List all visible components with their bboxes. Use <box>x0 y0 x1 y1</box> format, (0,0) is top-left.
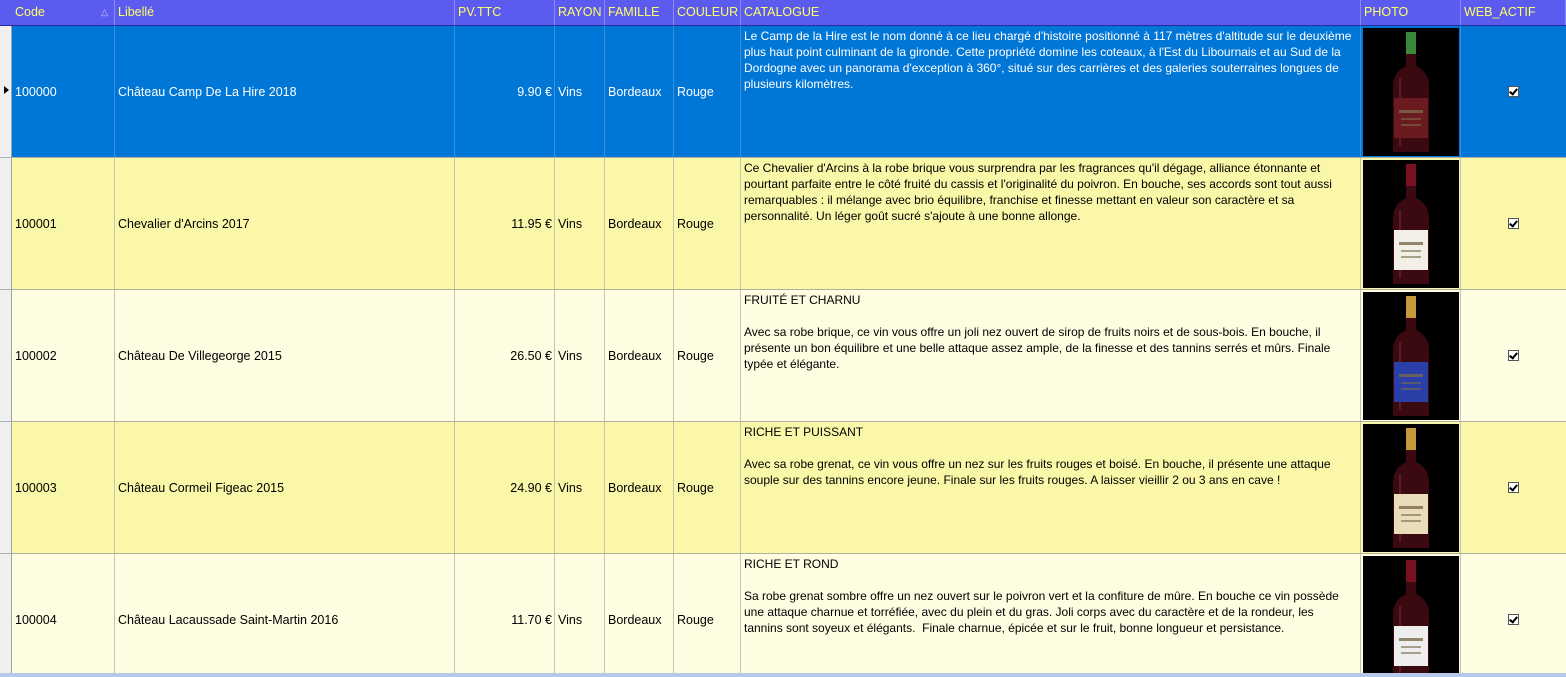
row-selector[interactable] <box>0 422 12 554</box>
cell-prix[interactable]: 26.50 € <box>455 290 555 421</box>
web-actif-checkbox[interactable] <box>1508 482 1519 493</box>
cell-photo[interactable] <box>1361 158 1461 289</box>
cell-rayon[interactable]: Vins <box>555 26 605 157</box>
table-row[interactable] <box>12 422 1566 554</box>
cell-photo[interactable] <box>1361 290 1461 421</box>
web-actif-checkbox[interactable] <box>1508 218 1519 229</box>
cell-catalogue[interactable]: Ce Chevalier d'Arcins à la robe brique vous surprendra par les fragrances qu'il dégage, alliance étonnante et pourtant parfaite entre le côté fruité du cassis et l'originalité du poivron. En bouche, ses accords sont tout aussi remarquables : il mélange avec brio équilibre, franchise et finesse mettant en valeur son caractère et sa personnalité. Un léger goût sucré s'ajoute à une bonne allonge. <box>741 158 1361 289</box>
cell-rayon[interactable]: Vins <box>555 554 605 677</box>
cell-catalogue[interactable]: FRUITÉ ET CHARNU Avec sa robe brique, ce vin vous offre un joli nez ouvert de sirop de fruits noirs et de sous-bois. En bouche, il présente un bon équilibre et une belle attaque assez ample, de la finesse et des tannins serrés et mûrs. Finale typée et élégante. <box>741 290 1361 421</box>
cell-libelle[interactable]: Château Lacaussade Saint-Martin 2016 <box>115 554 455 677</box>
cell-libelle[interactable]: Château Cormeil Figeac 2015 <box>115 422 455 553</box>
cell-catalogue[interactable]: RICHE ET ROND Sa robe grenat sombre offre un nez ouvert sur le poivron vert et la confiture de mûre. En bouche ce vin possède une attaque charnue et torréfiée, avec du plein et du gras. Joli corps avec du caractère et de la rondeur, les tannins sont soyeux et élégants. Finale charnue, épicée et sur le fruit, bonne longueur et persistance. <box>741 554 1361 677</box>
cell-catalogue[interactable]: Le Camp de la Hire est le nom donné à ce lieu chargé d'histoire positionné à 117 mètres d'altitude sur le deuxième plus haut point culminant de la gironde. Cette propriété domine les coteaux, à l'Est du Libournais et au Sud de la Dordogne avec un panorama d'exception à 360°, situé sur des carrières et des galeries souterraines longues de plusieurs kilomètres. <box>741 26 1361 157</box>
table-row[interactable] <box>12 290 1566 422</box>
column-header-famille-label: FAMILLE <box>608 5 660 19</box>
column-header-rayon-label: RAYON <box>558 5 602 19</box>
wine-bottle-icon <box>1363 160 1459 288</box>
sort-ascending-icon: △ <box>101 7 108 17</box>
column-header-prix[interactable] <box>455 0 555 25</box>
column-header-famille[interactable] <box>605 0 674 25</box>
column-header-couleur[interactable] <box>674 0 741 25</box>
cell-prix[interactable]: 9.90 € <box>455 26 555 157</box>
cell-web-actif[interactable] <box>1461 158 1566 289</box>
cell-rayon[interactable]: Vins <box>555 158 605 289</box>
column-header-catalogue-label: CATALOGUE <box>744 5 820 19</box>
current-row-indicator-icon <box>4 86 9 94</box>
cell-photo[interactable] <box>1361 422 1461 553</box>
cell-web-actif[interactable] <box>1461 554 1566 677</box>
column-header-code-label: Code <box>15 5 45 19</box>
row-selector[interactable] <box>0 158 12 290</box>
cell-couleur[interactable]: Rouge <box>674 290 741 421</box>
column-header-photo[interactable] <box>1361 0 1461 25</box>
cell-libelle[interactable]: Chevalier d'Arcins 2017 <box>115 158 455 289</box>
column-header-rayon[interactable] <box>555 0 605 25</box>
column-header-couleur-label: COULEUR <box>677 5 739 19</box>
cell-photo[interactable] <box>1361 26 1461 157</box>
cell-famille[interactable]: Bordeaux <box>605 158 674 289</box>
column-header-prix-label: PV.TTC <box>458 5 502 19</box>
cell-code[interactable]: 100001 <box>12 158 115 289</box>
row-selector[interactable] <box>0 290 12 422</box>
column-header-catalogue[interactable] <box>741 0 1361 25</box>
cell-prix[interactable]: 11.70 € <box>455 554 555 677</box>
wine-bottle-shape <box>1363 556 1459 677</box>
cell-libelle[interactable]: Château De Villegeorge 2015 <box>115 290 455 421</box>
column-header-libelle-label: Libellé <box>118 5 155 19</box>
web-actif-checkbox[interactable] <box>1508 614 1519 625</box>
web-actif-checkbox[interactable] <box>1508 86 1519 97</box>
cell-couleur[interactable]: Rouge <box>674 554 741 677</box>
wine-bottle-shape <box>1363 28 1459 156</box>
cell-catalogue[interactable]: RICHE ET PUISSANT Avec sa robe grenat, ce vin vous offre un nez sur les fruits rouges et boisé. En bouche, il présente une attaque souple sur des tannins encore jeune. Finale sur les fruits rouges. A laisser vieillir 2 ou 3 ans en cave ! <box>741 422 1361 553</box>
wine-bottle-icon <box>1363 556 1459 677</box>
cell-couleur[interactable]: Rouge <box>674 158 741 289</box>
column-header-libelle[interactable] <box>115 0 455 25</box>
row-selector[interactable] <box>0 26 12 158</box>
cell-code[interactable]: 100004 <box>12 554 115 677</box>
cell-libelle[interactable]: Château Camp De La Hire 2018 <box>115 26 455 157</box>
cell-famille[interactable]: Bordeaux <box>605 290 674 421</box>
wine-bottle-shape <box>1363 424 1459 552</box>
cell-famille[interactable]: Bordeaux <box>605 422 674 553</box>
horizontal-scrollbar[interactable] <box>0 673 1566 677</box>
wine-bottle-icon <box>1363 28 1459 156</box>
grid-header <box>0 0 1566 26</box>
wine-bottle-icon <box>1363 292 1459 420</box>
table-row[interactable] <box>12 26 1566 158</box>
table-row[interactable] <box>12 554 1566 677</box>
wine-bottle-shape <box>1363 292 1459 420</box>
table-row[interactable] <box>12 158 1566 290</box>
row-selector[interactable] <box>0 554 12 677</box>
column-header-web-actif-label: WEB_ACTIF <box>1464 5 1536 19</box>
cell-web-actif[interactable] <box>1461 422 1566 553</box>
cell-prix[interactable]: 11.95 € <box>455 158 555 289</box>
cell-couleur[interactable]: Rouge <box>674 422 741 553</box>
wine-bottle-icon <box>1363 424 1459 552</box>
cell-famille[interactable]: Bordeaux <box>605 26 674 157</box>
cell-prix[interactable]: 24.90 € <box>455 422 555 553</box>
wine-bottle-shape <box>1363 160 1459 288</box>
column-header-code[interactable] <box>12 0 115 25</box>
cell-code[interactable]: 100000 <box>12 26 115 157</box>
cell-famille[interactable]: Bordeaux <box>605 554 674 677</box>
cell-web-actif[interactable] <box>1461 26 1566 157</box>
cell-rayon[interactable]: Vins <box>555 290 605 421</box>
cell-couleur[interactable]: Rouge <box>674 26 741 157</box>
column-header-photo-label: PHOTO <box>1364 5 1409 19</box>
cell-code[interactable]: 100002 <box>12 290 115 421</box>
web-actif-checkbox[interactable] <box>1508 350 1519 361</box>
cell-web-actif[interactable] <box>1461 290 1566 421</box>
cell-photo[interactable] <box>1361 554 1461 677</box>
column-header-web-actif[interactable] <box>1461 0 1566 25</box>
cell-rayon[interactable]: Vins <box>555 422 605 553</box>
cell-code[interactable]: 100003 <box>12 422 115 553</box>
